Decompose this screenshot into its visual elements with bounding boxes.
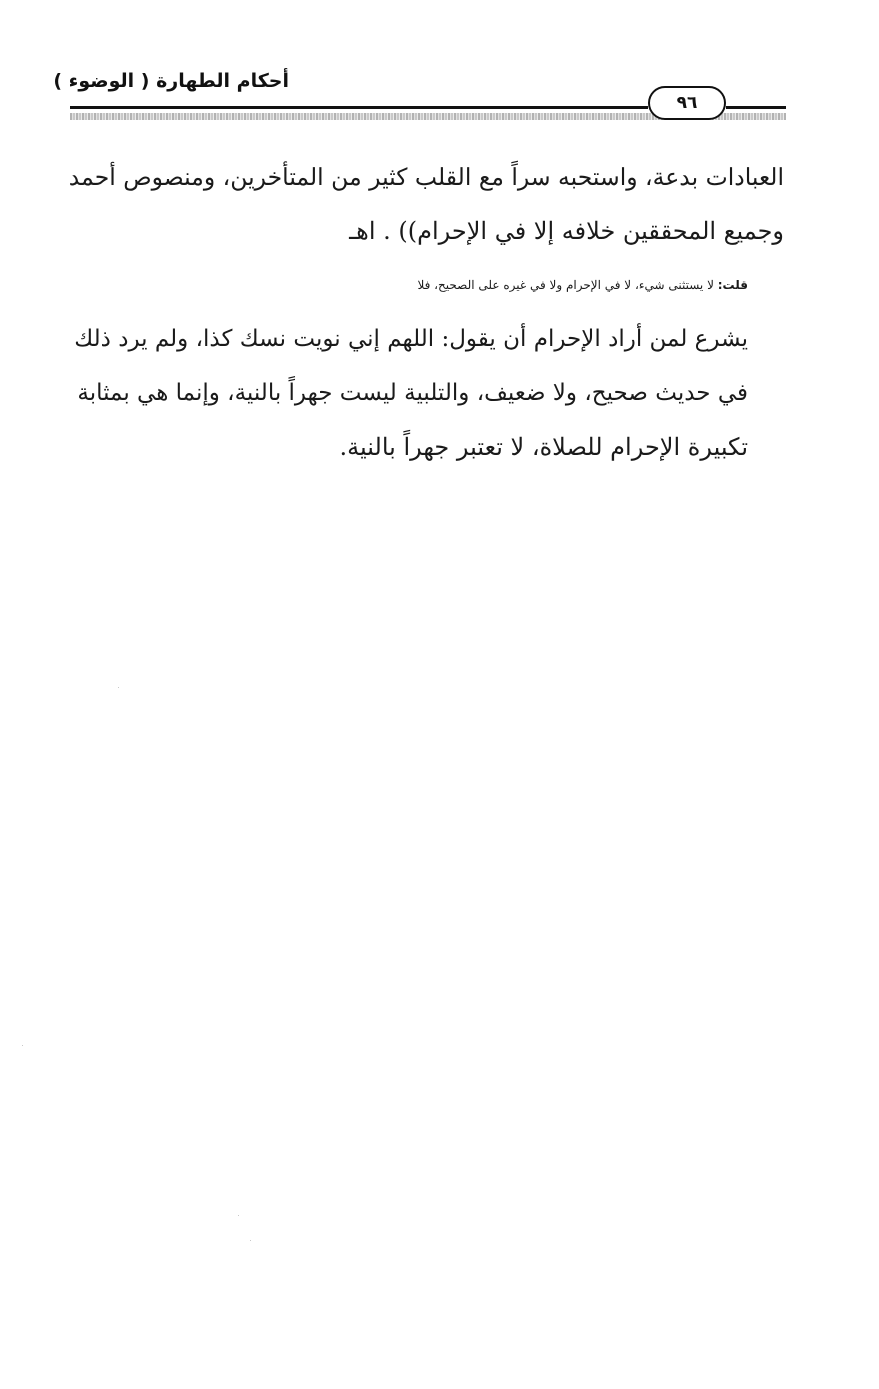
page-number: ٩٦ [676, 93, 698, 113]
paragraph-2-line-2: يشرع لمن أراد الإحرام أن يقول: اللهم إني نويت نسك كذا، ولم يرد ذلك [74, 326, 748, 352]
paragraph-1 [68, 150, 784, 258]
paragraph-2-line-1 [68, 258, 784, 312]
scan-speck [250, 1240, 251, 1241]
page-number-badge [648, 86, 726, 120]
scan-speck [118, 687, 119, 688]
scan-speck [22, 1045, 23, 1046]
paragraph-2-line-4: تكبيرة الإحرام للصلاة، لا تعتبر جهراً بالنية. [339, 433, 748, 461]
body-text [68, 150, 784, 474]
running-header-title: أحكام الطهارة ( الوضوء ) [53, 70, 289, 92]
paragraph-2-line-1-text: لا يستثنى شيء، لا في الإحرام ولا في غيره على الصحيح، فلا [417, 278, 718, 292]
paragraph-2-line-3: في حديث صحيح، ولا ضعيف، والتلبية ليست جهراً بالنية، وإنما هي بمثابة [77, 380, 748, 406]
paragraph-2-lead-word: قلت: [717, 278, 748, 292]
header-rule-left [70, 106, 648, 109]
paragraph-1-line-1: العبادات بدعة، واستحبه سراً مع القلب كثير من المتأخرين، ومنصوص أحمد [68, 163, 784, 191]
paragraph-2 [68, 258, 784, 474]
header-rule-right [726, 106, 786, 109]
paragraph-1-line-2: وجميع المحققين خلافه إلا في الإحرام)) . اهـ [349, 217, 784, 245]
scan-speck [238, 1215, 239, 1216]
